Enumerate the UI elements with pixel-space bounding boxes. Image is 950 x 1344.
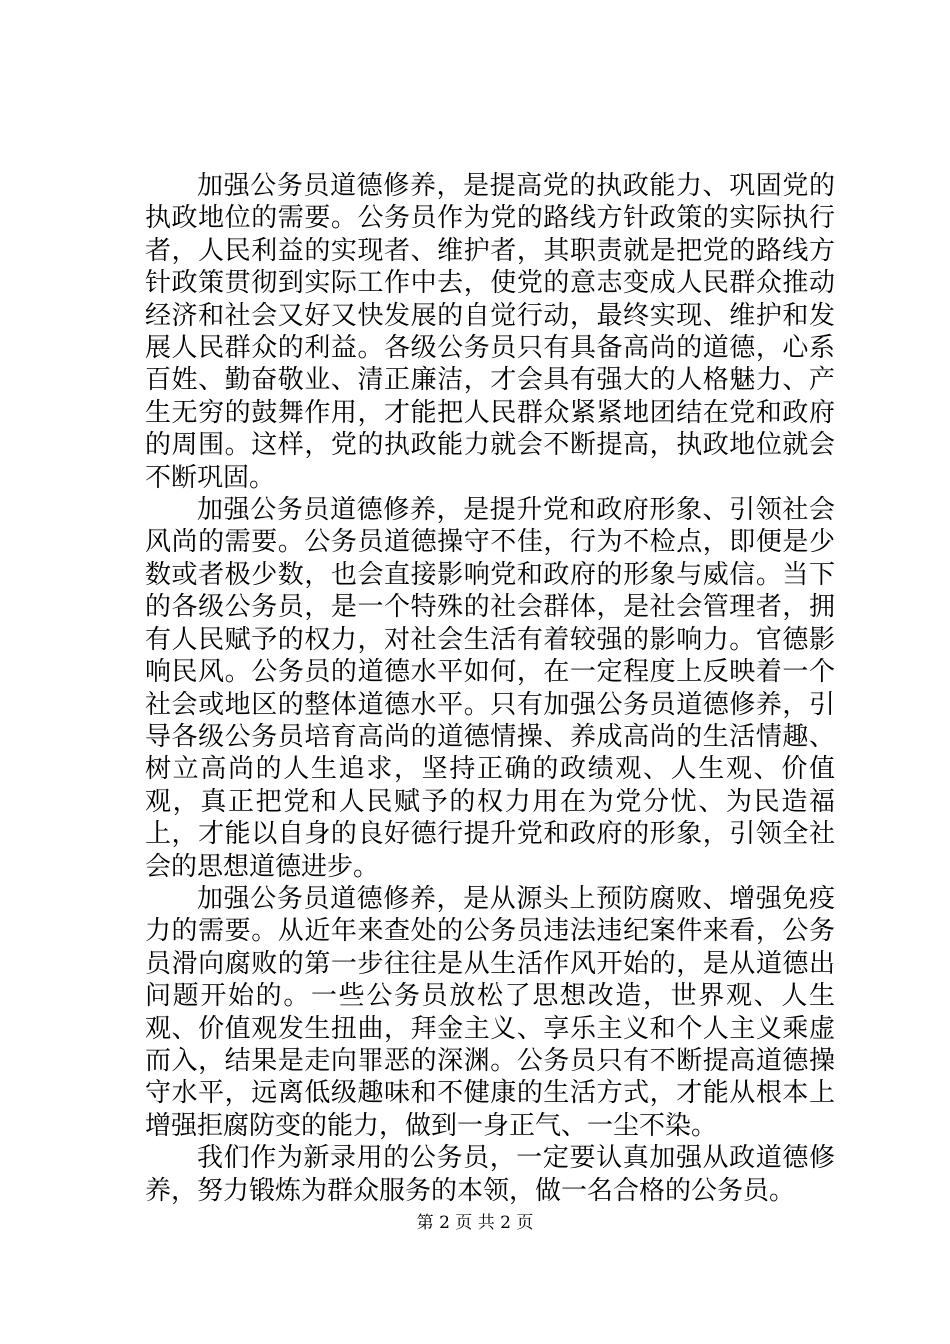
paragraph: 加强公务员道德修养，是提高党的执政能力、巩固党的执政地位的需要。公务员作为党的路线方针政策的实际执行者，人民利益的实现者、维护者，其职责就是把党的路线方针政策贯彻到实际工作中去，使党的意志变成人民群众推动经济和社会又好又快发展的自觉行动，最终实现、维护和发展人民群众的利益。各级公务员只有具备高尚的道德，心系百姓、勤奋敬业、清正廉洁，才会具有强大的人格魅力、产生无穷的鼓舞作用，才能把人民群众紧紧地团结在党和政府的周围。这样，党的执政能力就会不断提高，执政地位就会不断巩固。 bbox=[145, 171, 835, 493]
page-footer bbox=[0, 1212, 950, 1234]
paragraph: 我们作为新录用的公务员，一定要认真加强从政道德修养，努力锻炼为群众服务的本领，做一名合格的公务员。 bbox=[145, 1143, 835, 1206]
page-number: 第 2 页 共 2 页 bbox=[416, 1213, 534, 1233]
document-body bbox=[145, 170, 835, 1207]
paragraph: 加强公务员道德修养，是提升党和政府形象、引领社会风尚的需要。公务员道德操守不佳，行为不检点，即便是少数或者极少数，也会直接影响党和政府的形象与威信。当下的各级公务员，是一个特殊的社会群体，是社会管理者，拥有人民赋予的权力，对社会生活有着较强的影响力。官德影响民风。公务员的道德水平如何，在一定程度上反映着一个社会或地区的整体道德水平。只有加强公务员道德修养，引导各级公务员培育高尚的道德情操、养成高尚的生活情趣、树立高尚的人生追求，坚持正确的政绩观、人生观、价值观，真正把党和人民赋予的权力用在为党分忧、为民造福上，才能以自身的良好德行提升党和政府的形象，引领全社会的思想道德进步。 bbox=[145, 495, 835, 882]
paragraph: 加强公务员道德修养，是从源头上预防腐败、增强免疫力的需要。从近年来查处的公务员违法违纪案件来看，公务员滑向腐败的第一步往往是从生活作风开始的，是从道德出问题开始的。一些公务员放松了思想改造，世界观、人生观、价值观发生扭曲，拜金主义、享乐主义和个人主义乘虚而入，结果是走向罪恶的深渊。公务员只有不断提高道德操守水平，远离低级趣味和不健康的生活方式，才能从根本上增强拒腐防变的能力，做到一身正气、一尘不染。 bbox=[145, 883, 835, 1141]
